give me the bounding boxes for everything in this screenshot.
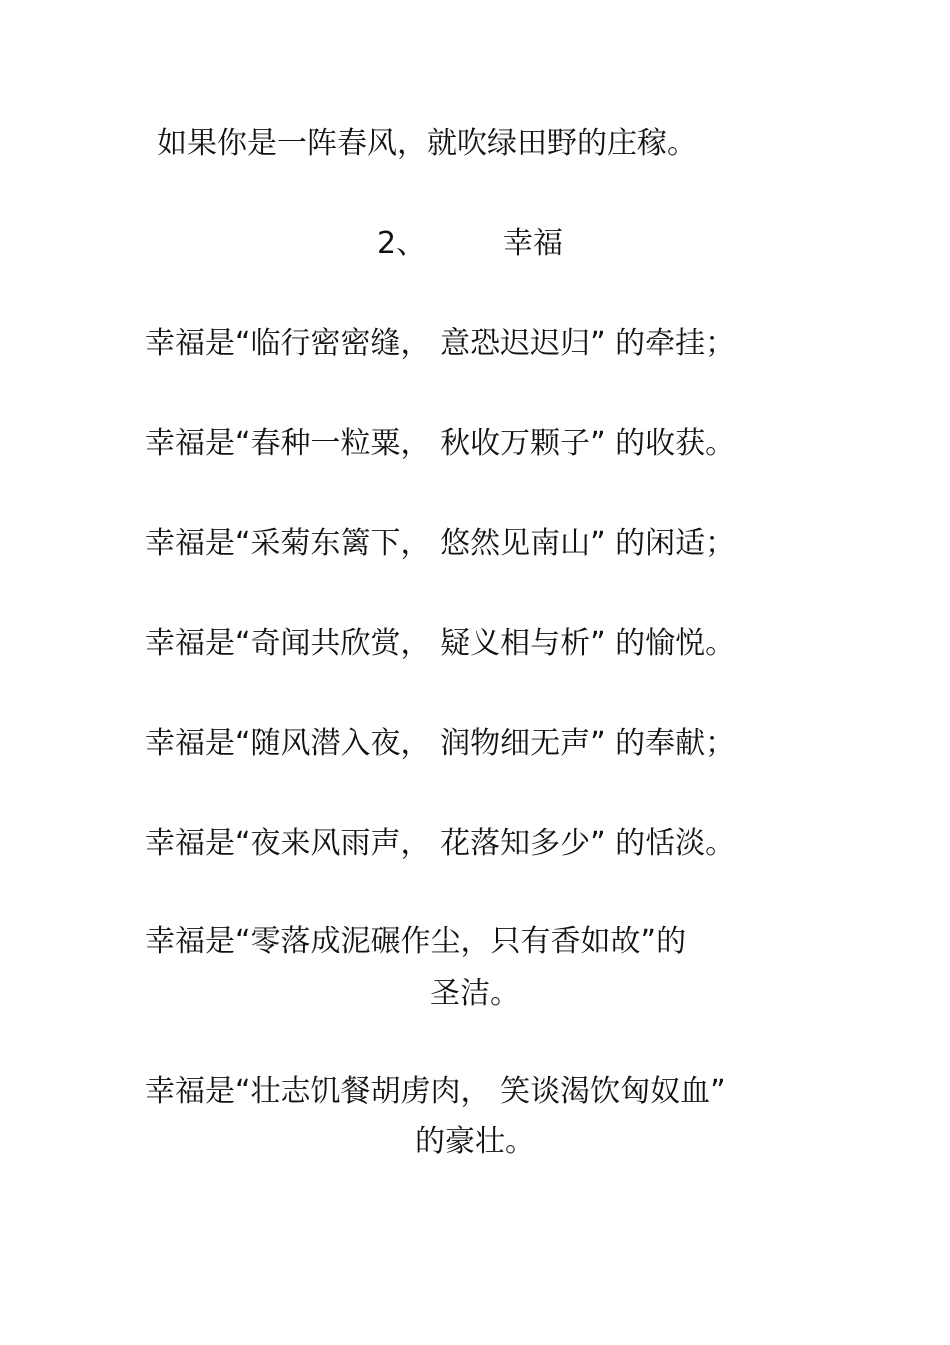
section-title: 幸福 [503, 226, 563, 261]
verse-line: 幸福是“零落成泥碾作尘，只有香如故”的 [145, 924, 687, 959]
verse-line: 幸福是“夜来风雨声， 花落知多少” 的恬淡。 [145, 826, 736, 861]
verse-continuation: 圣洁。 [430, 976, 520, 1011]
verse-line: 幸福是“奇闻共欣赏， 疑义相与析” 的愉悦。 [145, 626, 736, 661]
verse-line: 幸福是“随风潜入夜， 润物细无声” 的奉献； [145, 726, 736, 761]
intro-line: 如果你是一阵春风，就吹绿田野的庄稼。 [157, 126, 697, 161]
verse-line: 幸福是“临行密密缝， 意恐迟迟归” 的牵挂； [145, 326, 736, 361]
verse-line: 幸福是“春种一粒粟， 秋收万颗子” 的收获。 [145, 426, 736, 461]
verse-continuation: 的豪壮。 [415, 1124, 535, 1159]
verse-line: 幸福是“壮志饥餐胡虏肉， 笑谈渴饮匈奴血” [145, 1074, 726, 1109]
verse-line: 幸福是“采菊东篱下， 悠然见南山” 的闲适； [145, 526, 736, 561]
section-number: 2、 [377, 226, 427, 261]
